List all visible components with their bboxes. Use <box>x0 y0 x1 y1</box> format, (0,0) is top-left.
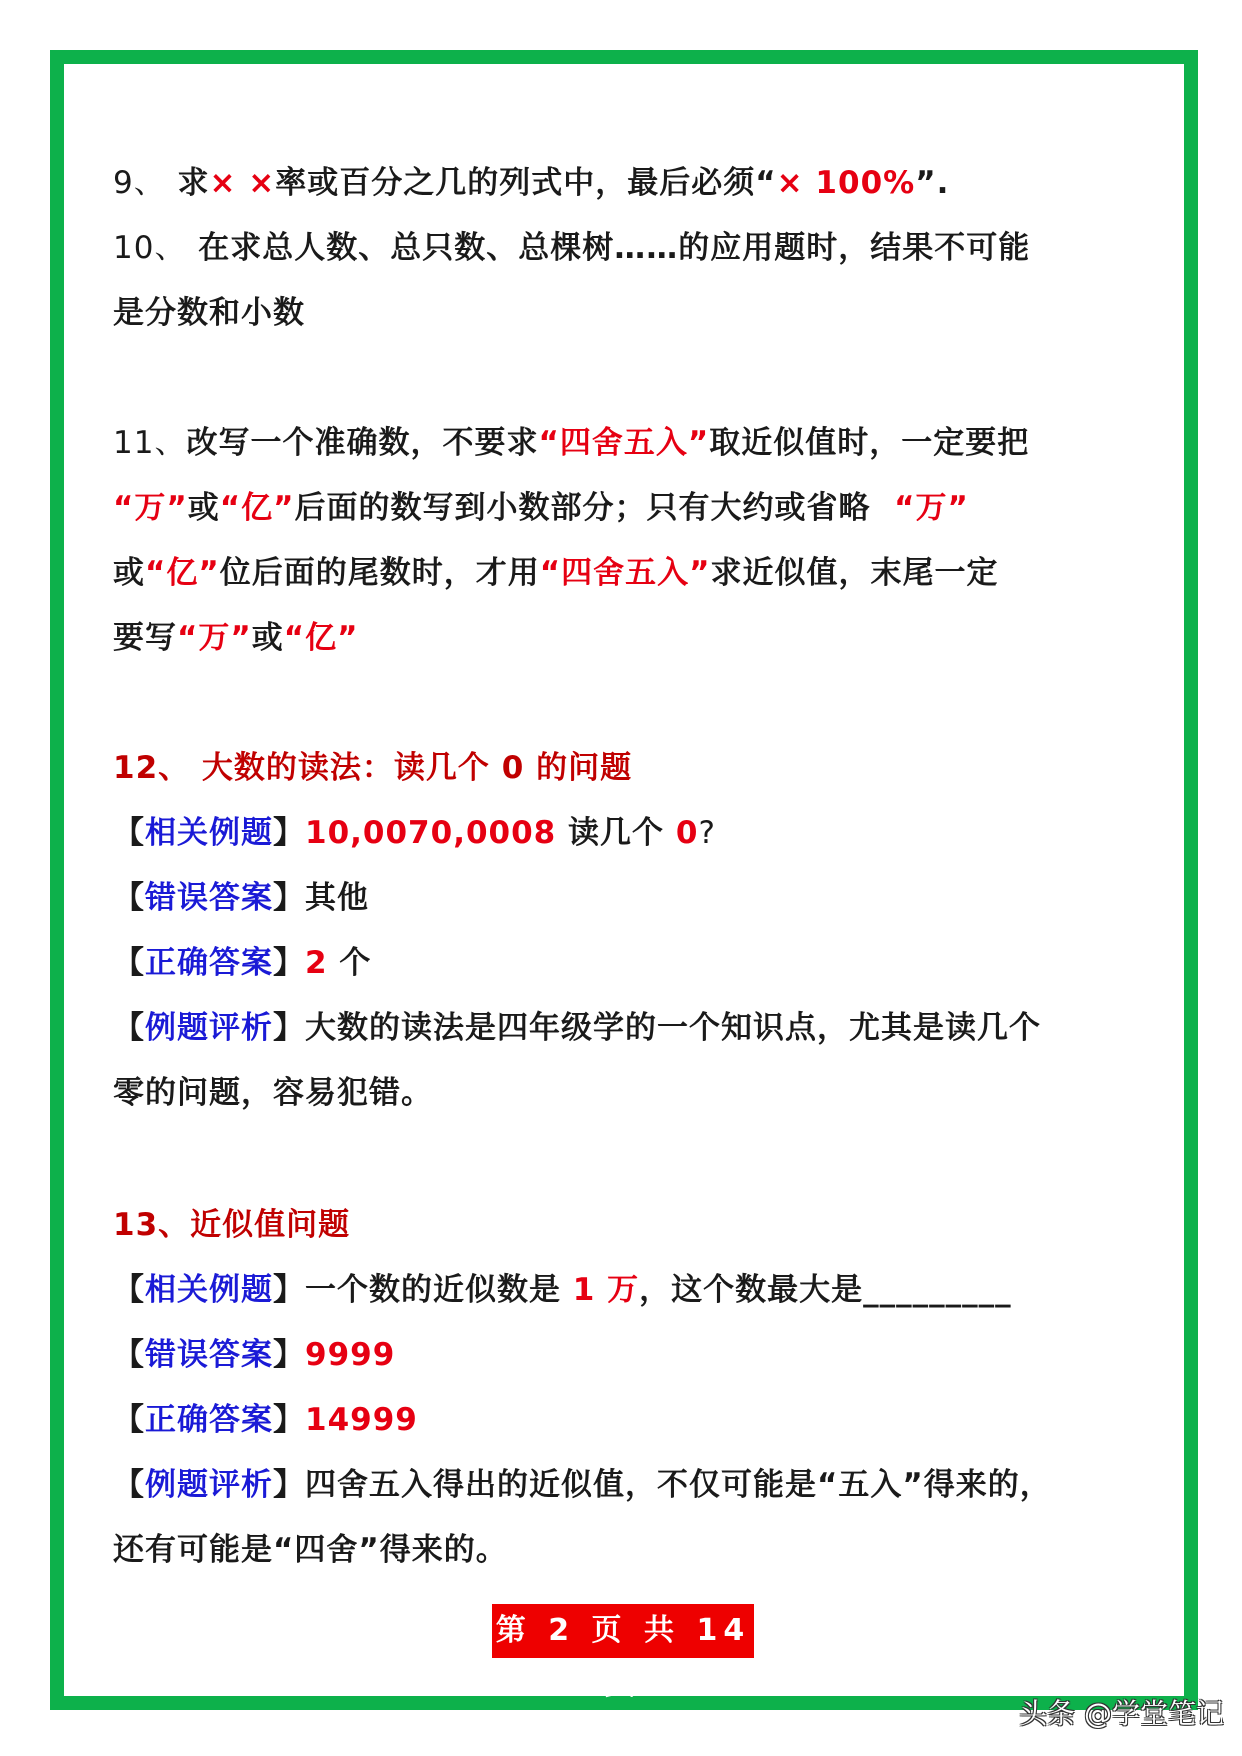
label: 例题评析 <box>145 1010 273 1046</box>
text: 一个数的近似数是 <box>305 1272 573 1308</box>
highlight: × 100% <box>776 165 916 201</box>
text: 求近似值，末尾一定 <box>710 555 999 591</box>
item-9 <box>113 163 949 203</box>
highlight: “四舍五入” <box>538 425 710 461</box>
bracket: 【 <box>113 1010 145 1046</box>
highlight: “万” <box>177 620 252 656</box>
item-12-analysis <box>113 1008 1041 1048</box>
item-12-analysis-line-2: 零的问题，容易犯错。 <box>113 1075 433 1111</box>
value: 9999 <box>305 1337 396 1373</box>
label: 相关例题 <box>145 815 273 851</box>
text: 在求总人数、总只数、总棵树……的应用题时，结果不可能 <box>198 230 1031 266</box>
bracket: 【 <box>113 880 145 916</box>
item-12-example <box>113 813 716 853</box>
text: 位后面的尾数时，才用 <box>219 555 540 591</box>
highlight: “亿” <box>145 555 220 591</box>
page-number-badge: 第 2 页 共 14 页 <box>492 1604 754 1658</box>
item-12-wrong <box>113 878 369 918</box>
item-number: 10、 <box>113 230 187 266</box>
text: 取近似值时，一定要把 <box>709 425 1030 461</box>
label: 正确答案 <box>145 945 273 981</box>
text: ，这个数最大是_________ <box>639 1272 1012 1308</box>
highlight: × × <box>209 165 276 201</box>
bracket: 【 <box>113 815 145 851</box>
bracket: 】 <box>273 1467 305 1503</box>
highlight: “万” <box>113 490 188 526</box>
item-10-line-1 <box>113 228 1030 268</box>
text: 或 <box>187 490 220 526</box>
text: 大数的读法是四年级学的一个知识点，尤其是读几个 <box>305 1010 1041 1046</box>
value: 其他 <box>305 880 369 916</box>
label: 例题评析 <box>145 1467 273 1503</box>
highlight: “亿” <box>219 490 295 526</box>
text: 个 <box>327 945 372 981</box>
text: 读几个 <box>556 815 676 851</box>
highlight: “亿” <box>283 620 359 656</box>
item-13-example <box>113 1270 1012 1310</box>
label: 错误答案 <box>145 1337 273 1373</box>
bracket: 】 <box>273 1337 305 1373</box>
bracket: 【 <box>113 945 145 981</box>
text: ? <box>698 815 716 851</box>
bracket: 【 <box>113 1272 145 1308</box>
bracket: 】 <box>273 1402 305 1438</box>
item-10-line-2: 是分数和小数 <box>113 295 305 331</box>
item-13-wrong <box>113 1335 395 1375</box>
item-number: 9、 <box>113 165 166 201</box>
bracket: 【 <box>113 1402 145 1438</box>
bracket: 】 <box>273 945 305 981</box>
item-12-header: 12、 大数的读法：读几个 0 的问题 <box>113 750 633 786</box>
item-11-line-4 <box>113 618 359 658</box>
text: 四舍五入得出的近似值，不仅可能是“五入”得来的， <box>305 1467 1052 1503</box>
item-13-analysis <box>113 1465 1052 1505</box>
text: 后面的数写到小数部分；只有大约或省略 <box>294 490 871 526</box>
bracket: 】 <box>273 815 305 851</box>
bracket: 】 <box>273 1010 305 1046</box>
item-number: 11、 <box>113 425 187 461</box>
text: 要写 <box>113 620 177 656</box>
highlight: 1 万 <box>572 1272 640 1308</box>
text: ”. <box>915 165 950 201</box>
bracket: 】 <box>273 880 305 916</box>
text: 或 <box>251 620 284 656</box>
value: 14999 <box>305 1402 418 1438</box>
text: 率或百分之几的列式中，最后必须“ <box>275 165 777 201</box>
highlight: 10,0070,0008 <box>305 815 557 851</box>
bracket: 】 <box>273 1272 305 1308</box>
bracket: 【 <box>113 1467 145 1503</box>
highlight: “四舍五入” <box>539 555 711 591</box>
item-11-line-1 <box>113 423 1029 463</box>
item-12-right <box>113 943 371 983</box>
highlight: 2 <box>305 945 328 981</box>
item-11-line-3 <box>113 553 999 593</box>
label: 错误答案 <box>145 880 273 916</box>
bracket: 【 <box>113 1337 145 1373</box>
text: 或 <box>113 555 145 591</box>
item-13-header: 13、近似值问题 <box>113 1207 351 1243</box>
highlight: “万” <box>894 490 969 526</box>
item-13-right <box>113 1400 418 1440</box>
watermark: 头条 @学堂笔记 <box>1019 1697 1224 1730</box>
label: 正确答案 <box>145 1402 273 1438</box>
highlight: 0 <box>675 815 699 851</box>
item-11-line-2 <box>113 488 969 528</box>
item-13-analysis-line-2: 还有可能是“四舍”得来的。 <box>113 1532 508 1568</box>
text: 改写一个准确数，不要求 <box>186 425 539 461</box>
text: 求 <box>177 165 210 201</box>
label: 相关例题 <box>145 1272 273 1308</box>
